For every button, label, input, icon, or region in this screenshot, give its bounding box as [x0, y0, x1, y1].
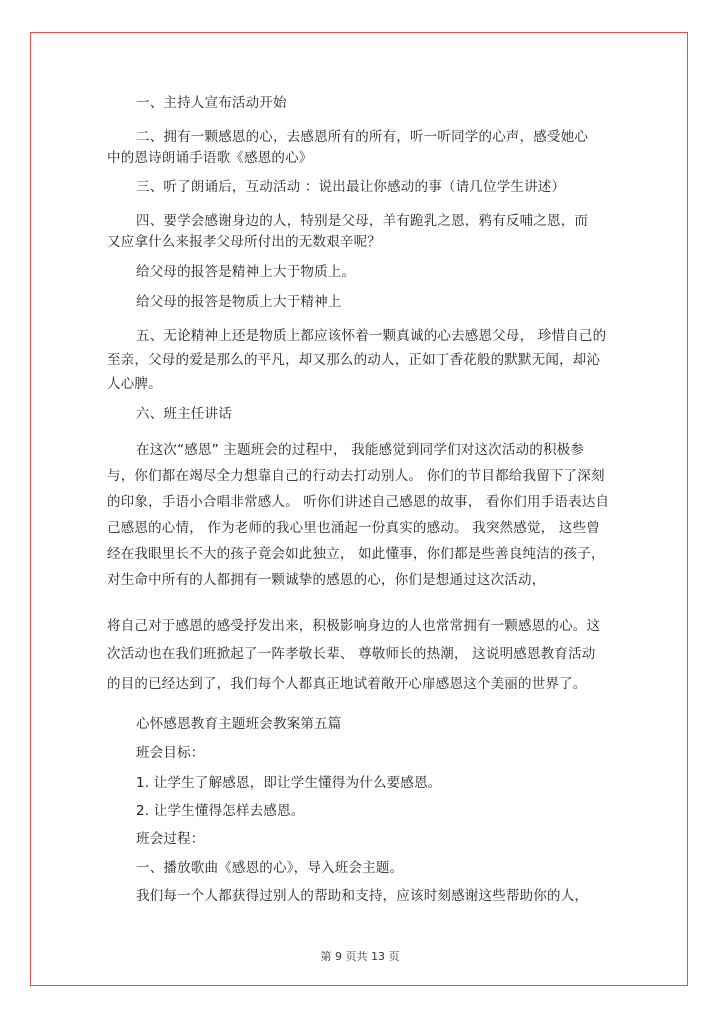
page-number: 第 9 页共 13 页 [320, 950, 400, 963]
list-item: 1. 让学生了解感恩，即让学生懂得为什么要感恩。 [136, 775, 442, 791]
text-line: 的印象，手语小合唱非常感人。 听你们讲述自己感恩的故事， 看你们用手语表达自 [107, 494, 610, 510]
text-line: 六、班主任讲话 [136, 406, 232, 422]
list-item: 2. 让学生懂得怎样去感恩。 [136, 803, 305, 819]
text-line: 二、拥有一颗感恩的心，去感恩所有的所有，听一听同学的心声，感受她心 [136, 129, 589, 145]
text-line: 一、主持人宣布活动开始 [136, 95, 287, 111]
text-line: 给父母的报答是精神上大于物质上。 [136, 264, 356, 280]
text-line: 班会目标： [136, 745, 205, 761]
text-line: 至亲，父母的爱是那么的平凡，却又那么的动人，正如丁香花般的默默无闻，却沁 [107, 352, 601, 368]
text-line: 在这次“感恩” 主题班会的过程中， 我能感觉到同学们对这次活动的积极参 [136, 442, 585, 458]
text-line: 五、无论精神上还是物质上都应该怀着一颗真诚的心去感恩父母， 珍惜自己的 [136, 328, 607, 344]
text-line: 次活动也在我们班掀起了一阵孝敬长辈、 尊敬师长的热潮， 这说明感恩教育活动 [107, 646, 596, 662]
text-line: 又应拿什么来报孝父母所付出的无数艰辛呢？ [107, 234, 381, 250]
text-line: 一、播放歌曲《感恩的心》，导入班会主题。 [136, 860, 404, 876]
text-line: 己感恩的心情， 作为老师的我心里也涌起一份真实的感动。 我突然感觉， 这些曾 [107, 520, 600, 536]
text-line: 三、听了朗诵后，互动活动 ：说出最让你感动的事（请几位学生讲述） [136, 179, 566, 195]
text-line: 四、要学会感谢身边的人，特别是父母，羊有跪乳之恩，鸦有反哺之恩，而 [136, 213, 589, 229]
section-heading: 心怀感恩教育主题班会教案第五篇 [136, 716, 342, 732]
text-line: 经在我眼里长不大的孩子竟会如此独立， 如此懂事，你们都是些善良纯洁的孩子， [107, 546, 605, 562]
text-line: 人心脾。 [107, 376, 162, 392]
text-line: 与，你们都在竭尽全力想靠自己的行动去打动别人。 你们的节目都给我留下了深刻 [107, 468, 605, 484]
text-line: 中的恩诗朗诵手语歌《感恩的心》 [107, 150, 313, 166]
text-line: 给父母的报答是物质上大于精神上 [136, 294, 342, 310]
text-line: 的目的已经达到了，我们每个人都真正地试着敞开心扉感恩这个美丽的世界了。 [107, 676, 587, 692]
text-line: 我们每一个人都获得过别人的帮助和支持，应该时刻感谢这些帮助你的人， [136, 888, 589, 904]
text-line: 对生命中所有的人都拥有一颗诚挚的感恩的心，你们是想通过这次活动， [107, 572, 546, 588]
text-line: 班会过程： [136, 831, 205, 847]
text-line: 将自己对于感恩的感受抒发出来，积极影响身边的人也常常拥有一颗感恩的心。这 [107, 618, 601, 634]
